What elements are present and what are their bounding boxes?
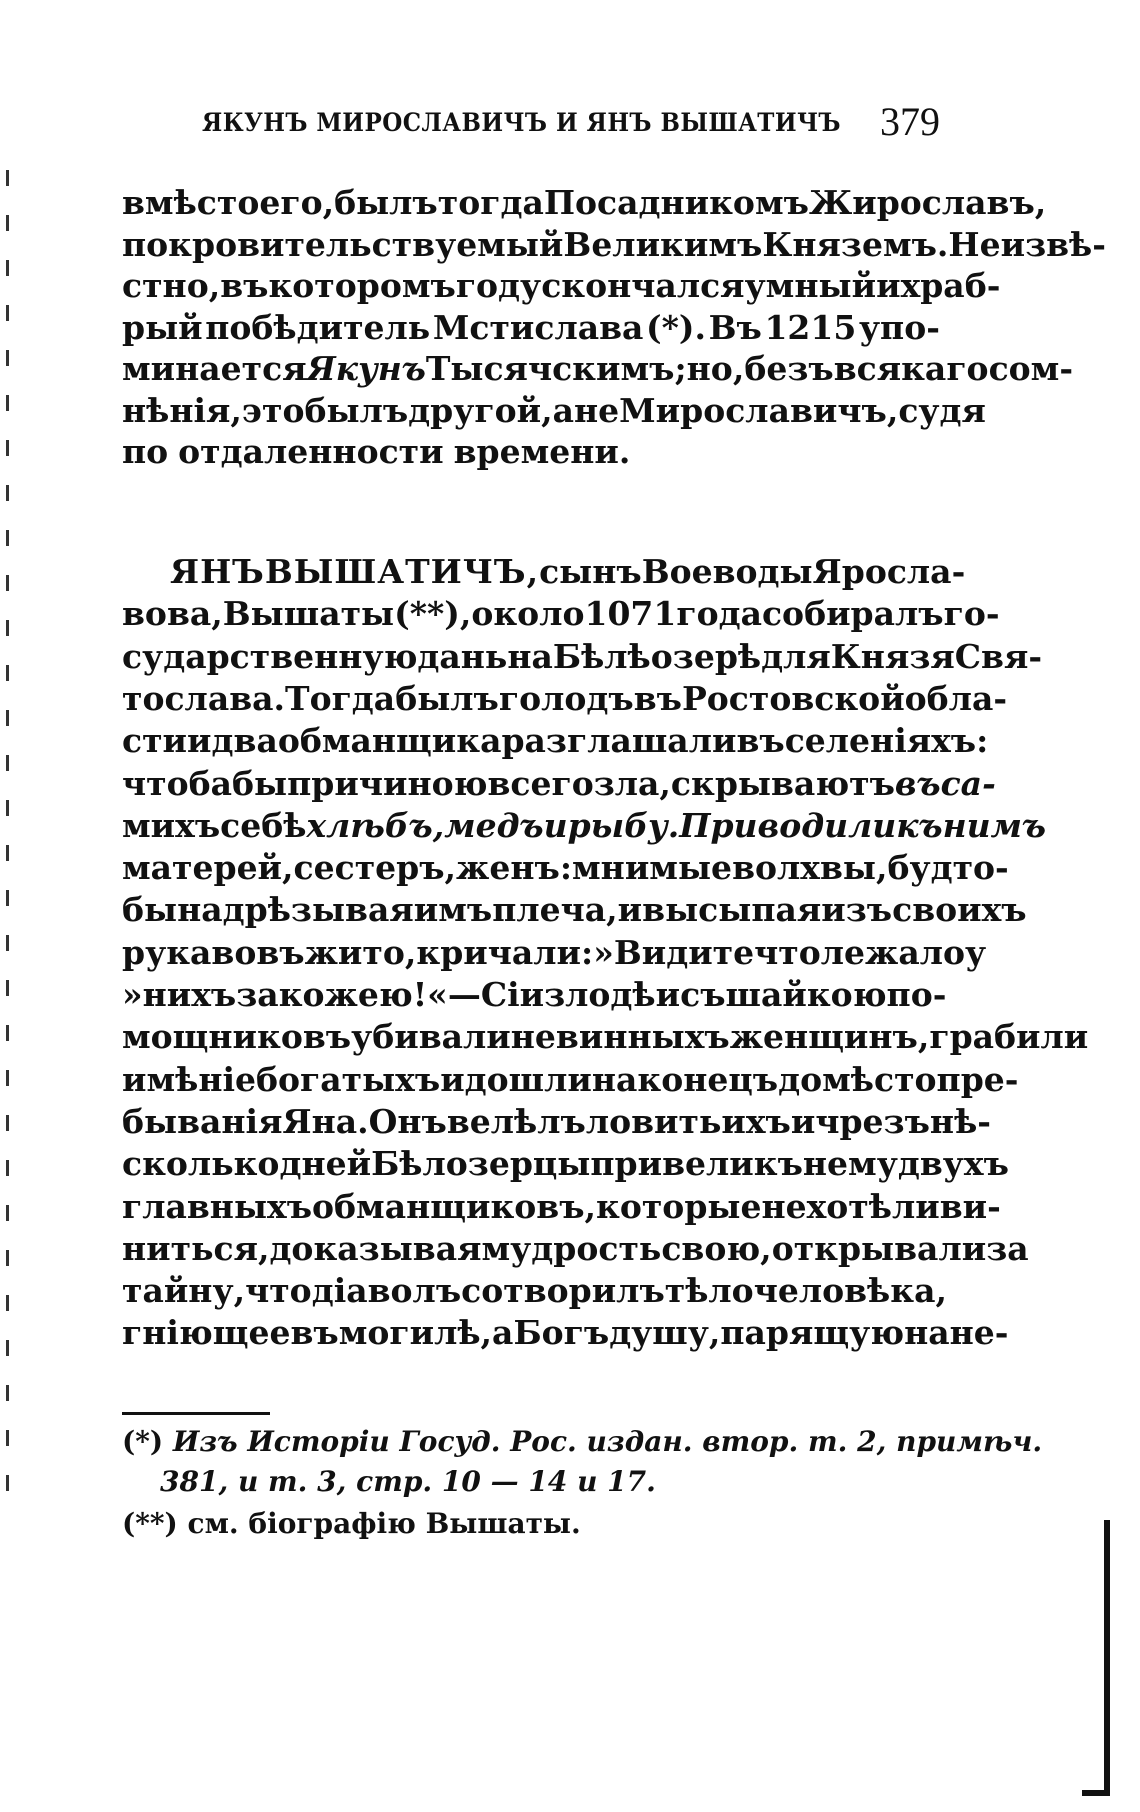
text-line — [122, 1059, 1019, 1100]
word: Онъ — [368, 1101, 447, 1141]
word: нѣ- — [929, 1101, 991, 1141]
word: скрываютъ — [670, 763, 895, 803]
word: а — [492, 1313, 514, 1353]
word: злодѣи — [544, 975, 681, 1014]
word: храб- — [900, 266, 1001, 305]
word: покровительствуемый — [122, 224, 564, 264]
word: былъ — [334, 183, 438, 222]
margin-tick — [6, 530, 9, 546]
margin-tick — [6, 1160, 9, 1176]
word: мощниковъ — [122, 1017, 352, 1057]
word: имѣніе — [122, 1059, 257, 1099]
word: но, — [686, 349, 745, 388]
margin-tick — [6, 305, 9, 321]
word: парящую — [720, 1313, 905, 1353]
word: что — [754, 932, 821, 972]
word: чрезъ — [815, 1101, 930, 1141]
word: къ — [753, 1144, 803, 1184]
word: волхвы, — [732, 848, 888, 888]
word: стно, — [122, 266, 221, 305]
scan-corner-bracket — [1082, 1520, 1110, 1796]
word: разглашали — [501, 721, 737, 761]
word: и — [187, 721, 212, 761]
text-line — [122, 1271, 947, 1311]
word: »нихъ — [122, 975, 237, 1014]
word: тогда — [437, 183, 544, 222]
word: невинныхъ — [510, 1017, 730, 1057]
word: Мстислава — [432, 307, 644, 347]
word: сколько — [122, 1144, 280, 1184]
text-line — [122, 636, 1043, 677]
word: изъ — [821, 890, 893, 930]
word: дней — [279, 1144, 372, 1184]
word: жито, — [304, 932, 417, 972]
word: бабы — [188, 763, 288, 803]
margin-tick — [6, 1385, 9, 1401]
word: къ — [896, 805, 943, 845]
word: это — [241, 390, 305, 430]
word: бы — [122, 890, 178, 930]
word: свою, — [661, 1228, 772, 1268]
word: нѣнія, — [122, 390, 242, 430]
word: его, — [259, 183, 335, 222]
word: Воеводы — [641, 552, 813, 591]
margin-tick — [6, 215, 9, 231]
word: голодъ — [498, 678, 634, 718]
word: михъ — [122, 805, 221, 845]
word: отдаленности — [178, 432, 444, 471]
word: нему — [802, 1144, 898, 1184]
margin-tick — [6, 1250, 9, 1266]
word: быванія — [122, 1101, 283, 1141]
word: умный — [744, 266, 877, 305]
word: Мирославичъ, — [619, 390, 899, 430]
word: сом- — [988, 349, 1074, 388]
left-margin-marks — [6, 170, 14, 1570]
margin-tick — [6, 890, 9, 906]
word: тѣло — [664, 1271, 754, 1311]
word: вова, — [122, 594, 223, 634]
text-line — [122, 678, 1008, 719]
word: былъ — [304, 390, 409, 430]
word: до — [778, 1059, 823, 1099]
word: на — [507, 636, 553, 676]
text-line — [122, 552, 966, 592]
word: обманщика — [277, 721, 502, 761]
margin-tick — [6, 350, 9, 366]
word: былъ — [395, 678, 499, 718]
margin-tick — [6, 845, 9, 861]
word: (*). — [646, 307, 707, 347]
word: сынъ — [539, 552, 642, 591]
word: сестеръ, — [293, 848, 457, 888]
word: медъ — [444, 805, 544, 845]
word: судя — [898, 390, 986, 430]
word: Приводили — [679, 805, 897, 845]
word: могилѣ, — [338, 1313, 493, 1353]
word: са- — [940, 763, 996, 803]
word: Яросла- — [812, 552, 966, 591]
word: дань — [417, 636, 508, 676]
margin-tick — [6, 1205, 9, 1221]
running-head: ЯКУНЪ МИРОСЛАВИЧЪ И ЯНЪ ВЫШАТИЧЪ — [202, 108, 841, 137]
margin-tick — [6, 1115, 9, 1131]
word: Бѣлозерцы — [371, 1144, 591, 1184]
word: побѣдитель — [205, 307, 431, 347]
margin-tick — [6, 575, 9, 591]
margin-tick — [6, 935, 9, 951]
text-line — [122, 432, 940, 472]
text-line — [122, 183, 1047, 223]
margin-tick — [6, 1430, 9, 1446]
text-line — [122, 1186, 1001, 1227]
word: привели — [590, 1144, 754, 1184]
word: Жирославъ, — [808, 183, 1047, 222]
margin-tick — [6, 1025, 9, 1041]
text-line — [122, 308, 940, 348]
word: минается — [122, 349, 307, 388]
word: велѣлъ — [446, 1101, 586, 1141]
margin-tick — [6, 440, 9, 456]
word: Вышаты — [222, 594, 395, 634]
word: убивали — [351, 1017, 511, 1057]
word: съ — [680, 975, 726, 1014]
word: лежало — [820, 932, 965, 972]
word: ви- — [939, 1186, 1001, 1226]
text-line — [122, 721, 989, 761]
text-line — [122, 390, 986, 431]
word: тайну, — [122, 1271, 246, 1311]
word: всякаго — [833, 349, 989, 388]
text-line — [122, 266, 1001, 306]
word: Сіи — [480, 975, 545, 1014]
word: времени. — [453, 432, 631, 471]
word: Ростовской — [681, 678, 905, 718]
word: а — [552, 390, 574, 430]
word: ниться, — [122, 1228, 270, 1268]
footnote-1-line-2: 381, и т. 3, стр. 10 — 14 и 17. — [160, 1465, 656, 1498]
word: Бѣлѣозерѣ — [552, 636, 762, 676]
footnote-2-mark: (**) — [122, 1507, 178, 1540]
word: 1215 — [764, 307, 857, 347]
word: упо- — [858, 307, 940, 347]
margin-tick — [6, 710, 9, 726]
word: году — [455, 266, 542, 305]
word: сти — [122, 721, 188, 761]
word: Въ — [708, 307, 762, 347]
footnote-1-mark: (*) — [122, 1425, 164, 1458]
margin-tick — [6, 620, 9, 636]
word: скончался — [541, 266, 745, 305]
text-line — [122, 1144, 1009, 1184]
word: въ — [290, 1313, 339, 1353]
word: — — [447, 975, 481, 1014]
page-number: 379 — [880, 99, 940, 144]
word: Якунъ — [306, 349, 426, 388]
word: дошли — [464, 1059, 592, 1099]
text-line — [122, 932, 987, 973]
word: селеніяхъ: — [784, 721, 989, 761]
word: въ — [894, 763, 941, 803]
word: у — [965, 932, 987, 972]
word: Княземъ. — [762, 224, 949, 264]
margin-tick — [6, 665, 9, 681]
word: зла, — [593, 763, 671, 803]
word: рый — [122, 307, 203, 347]
word: женъ: — [456, 848, 573, 888]
word: кожею!« — [278, 975, 448, 1014]
word: обманщиковъ, — [312, 1186, 597, 1226]
text-line — [122, 1313, 1009, 1353]
word: не — [761, 1186, 807, 1226]
word: діаволъ — [311, 1271, 462, 1311]
word: главныхъ — [122, 1186, 313, 1226]
word: человѣка, — [753, 1271, 947, 1311]
word: Богъ — [513, 1313, 610, 1353]
text-line — [122, 890, 1027, 930]
word: Посадникомъ — [543, 183, 809, 222]
word: сотворилъ — [461, 1271, 665, 1311]
word: на — [904, 1313, 950, 1353]
word: Тогда — [285, 678, 396, 718]
word: собиралъ — [761, 594, 944, 634]
word: мудрость — [481, 1228, 662, 1268]
word: хотѣли — [806, 1186, 940, 1226]
word: тослава. — [122, 678, 286, 718]
word: безъ — [744, 349, 834, 388]
word: вмѣсто — [122, 183, 260, 222]
word: ихъ — [721, 1101, 791, 1141]
word: всего — [487, 763, 594, 803]
word: матерей, — [122, 848, 294, 888]
word: въ — [220, 266, 269, 305]
footnote-2-text: см. біографію Вышаты. — [187, 1507, 581, 1540]
word: и — [876, 266, 901, 305]
text-line — [122, 349, 1074, 389]
word: себѣ — [220, 805, 307, 845]
word: кричали: — [416, 932, 594, 972]
margin-tick — [6, 395, 9, 411]
word: и — [440, 1059, 465, 1099]
word: сударственную — [122, 636, 418, 676]
word: своихъ — [892, 890, 1027, 930]
word: душу, — [609, 1313, 721, 1353]
margin-tick — [6, 800, 9, 816]
word: открывали — [771, 1228, 987, 1268]
word: богатыхъ — [256, 1059, 441, 1099]
word: рыбу. — [567, 805, 680, 845]
word: ловить — [585, 1101, 722, 1141]
margin-tick — [6, 1295, 9, 1311]
word: что — [245, 1271, 312, 1311]
word: два — [211, 721, 278, 761]
word: которые — [596, 1186, 762, 1226]
word: шайкою — [725, 975, 887, 1014]
word: рукавовъ — [122, 932, 305, 972]
word: по — [122, 432, 169, 471]
footnote-1 — [122, 1424, 1043, 1460]
text-line — [122, 848, 1009, 888]
footnote-2 — [122, 1506, 940, 1542]
word: 1071 — [584, 594, 677, 634]
text-line — [122, 224, 1106, 265]
text-line — [122, 763, 996, 804]
footnote-1-line-1: Изъ Исторіи Госуд. Рос. издан. втор. т. 2, примѣч. — [172, 1425, 1043, 1458]
word: нимъ — [942, 805, 1047, 845]
footnote-rule — [122, 1412, 270, 1415]
margin-tick — [6, 1475, 9, 1491]
word: Князя — [830, 636, 955, 676]
word: женщинъ, — [729, 1017, 930, 1057]
word: другой, — [408, 390, 553, 430]
word: »Видите — [593, 932, 755, 972]
margin-tick — [6, 170, 9, 186]
word: и — [617, 890, 643, 930]
word: и — [543, 805, 568, 845]
word: мнимые — [572, 848, 733, 888]
word: хлѣбъ, — [306, 805, 445, 845]
margin-tick — [6, 260, 9, 276]
word: го- — [943, 594, 1000, 634]
word: имъ — [413, 890, 493, 930]
text-line — [122, 594, 1000, 634]
word: года — [676, 594, 762, 634]
text-line — [122, 1017, 1089, 1057]
margin-tick — [6, 1340, 9, 1356]
word: доказывая — [269, 1228, 482, 1268]
margin-tick — [6, 485, 9, 501]
word: по- — [886, 975, 947, 1014]
margin-tick — [6, 755, 9, 771]
word: для — [761, 636, 831, 676]
word: ВЫШАТИЧЪ, — [264, 552, 540, 591]
margin-tick — [6, 1070, 9, 1086]
word: (**), — [394, 594, 472, 634]
word: ЯНЪ — [170, 552, 265, 591]
word: что — [122, 763, 189, 803]
word: плеча, — [492, 890, 618, 930]
word: около — [471, 594, 585, 634]
word: за — [986, 1228, 1029, 1268]
word: наконецъ — [591, 1059, 779, 1099]
word: въ — [736, 721, 785, 761]
word: Тысячскимъ; — [425, 349, 687, 388]
word: надрѣзывая — [177, 890, 414, 930]
word: двухъ — [897, 1144, 1009, 1184]
word: будто- — [887, 848, 1009, 888]
word: мѣстопре- — [822, 1059, 1019, 1099]
text-line — [122, 1101, 991, 1142]
word: Неизвѣ- — [948, 224, 1106, 264]
word: причиною — [287, 763, 488, 803]
word: гніющее — [122, 1313, 291, 1353]
word: за — [236, 975, 279, 1014]
margin-tick — [6, 980, 9, 996]
word: высыпая — [642, 890, 822, 930]
word: Яна. — [282, 1101, 369, 1141]
word: и — [790, 1101, 816, 1141]
word: Великимъ — [563, 224, 763, 264]
footnote-1-continued — [122, 1464, 978, 1500]
word: не- — [949, 1313, 1009, 1353]
word: грабили — [929, 1017, 1089, 1057]
word: обла- — [904, 678, 1008, 718]
word: Свя- — [954, 636, 1043, 676]
text-line — [122, 975, 947, 1015]
word: въ — [633, 678, 682, 718]
page-header — [122, 92, 940, 152]
text-line — [122, 805, 1047, 846]
text-line — [122, 1228, 1029, 1269]
word: которомъ — [268, 266, 456, 305]
word: не — [573, 390, 620, 430]
